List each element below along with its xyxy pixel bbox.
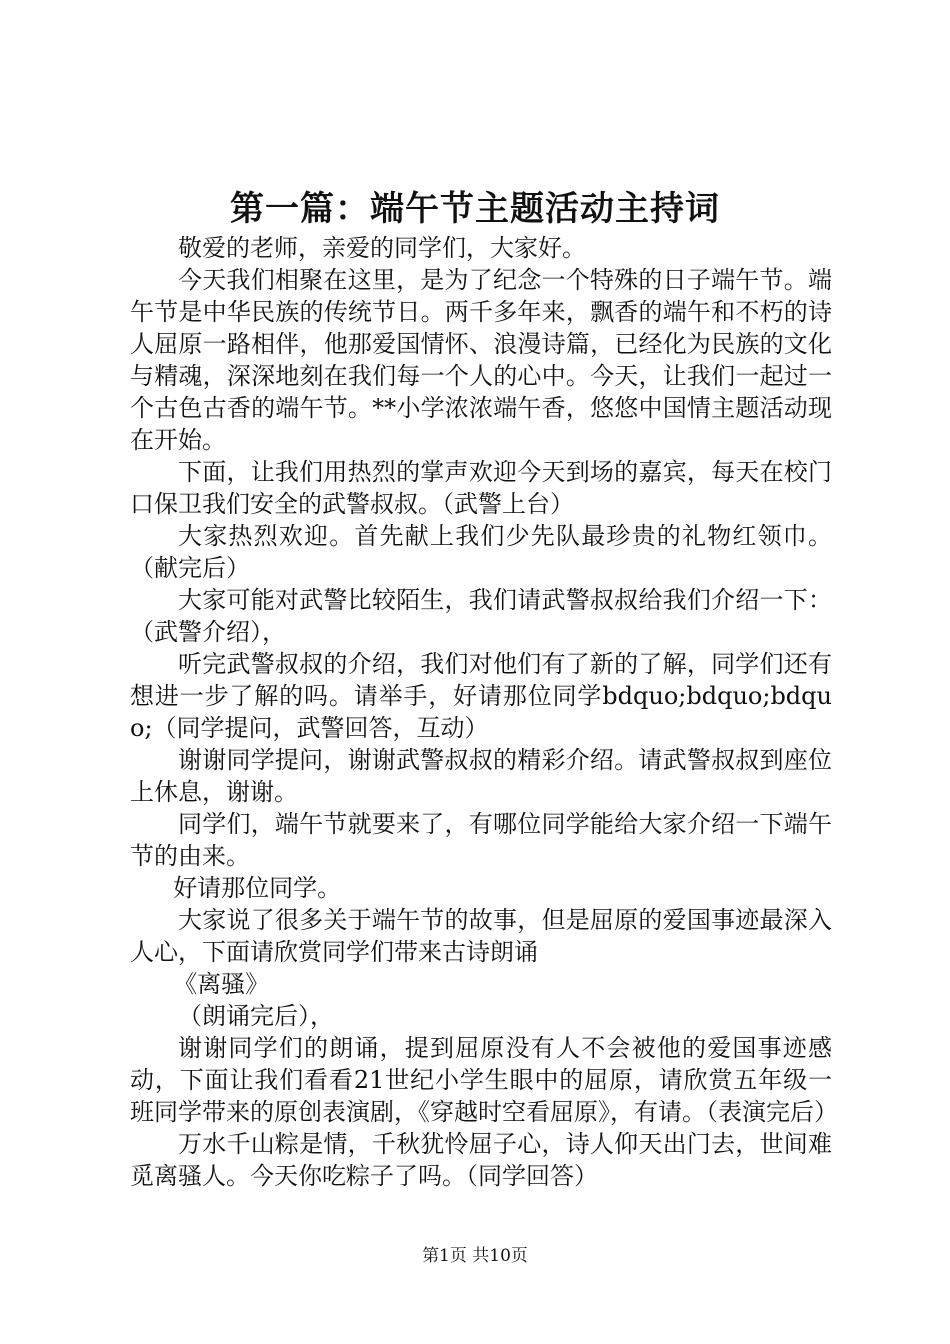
document-title: 第一篇：端午节主题活动主持词 bbox=[230, 189, 720, 229]
paragraph-zongzi: 万水千山粽是情，千秋犹怜屈子心，诗人仰天出门去，世间难觅离骚人。今天你吃粽子了吗。（同学回答） bbox=[130, 1130, 832, 1190]
paragraph-questions: 听完武警叔叔的介绍，我们对他们有了新的了解，同学们还有想进一步了解的吗。请举手，好请那位同学bdquo;bdquo;bdquo;（同学提问，武警回答，互动） bbox=[130, 650, 832, 742]
paragraph-police-intro: 大家可能对武警比较陌生，我们请武警叔叔给我们介绍一下：（武警介绍）， bbox=[130, 586, 832, 646]
paragraph-opening: 今天我们相聚在这里，是为了纪念一个特殊的日子端午节。端午节是中华民族的传统节日。两千多年来，飘香的端午和不朽的诗人屈原一路相伴，他那爱国情怀、浪漫诗篇，已经化为民族的文化与精魂，深深地刻在我们每一个人的心中。今天，让我们一起过一个古色古香的端午节。**小学浓浓端午香，悠悠中国情主题活动现在开始。 bbox=[130, 266, 832, 454]
paragraph-poetry-recital: 大家说了很多关于端午节的故事，但是屈原的爱国事迹最深入人心，下面请欣赏同学们带来古诗朗诵 bbox=[130, 906, 832, 966]
paragraph-red-scarf: 大家热烈欢迎。首先献上我们少先队最珍贵的礼物红领巾。（献完后） bbox=[130, 522, 832, 582]
page-number-footer: 第1页 共10页 bbox=[422, 1246, 528, 1266]
paragraph-greeting: 敬爱的老师，亲爱的同学们，大家好。 bbox=[178, 234, 586, 262]
paragraph-welcome-guests: 下面，让我们用热烈的掌声欢迎今天到场的嘉宾，每天在校门口保卫我们安全的武警叔叔。（武警上台） bbox=[130, 458, 832, 518]
paragraph-lisao: 《离骚》 bbox=[173, 970, 270, 998]
paragraph-thanks: 谢谢同学提问，谢谢武警叔叔的精彩介绍。请武警叔叔到座位上休息，谢谢。 bbox=[130, 746, 832, 806]
paragraph-invite-student: 好请那位同学。 bbox=[173, 874, 342, 902]
paragraph-drama: 谢谢同学们的朗诵，提到屈原没有人不会被他的爱国事迹感动，下面让我们看看21世纪小学生眼中的屈原，请欣赏五年级一班同学带来的原创表演剧，《穿越时空看屈原》，有请。（表演完后） bbox=[130, 1034, 838, 1126]
paragraph-after-recital: （朗诵完后）， bbox=[178, 1002, 334, 1030]
paragraph-festival-origin: 同学们，端午节就要来了，有哪位同学能给大家介绍一下端午节的由来。 bbox=[130, 810, 832, 870]
document-body bbox=[130, 232, 838, 1192]
